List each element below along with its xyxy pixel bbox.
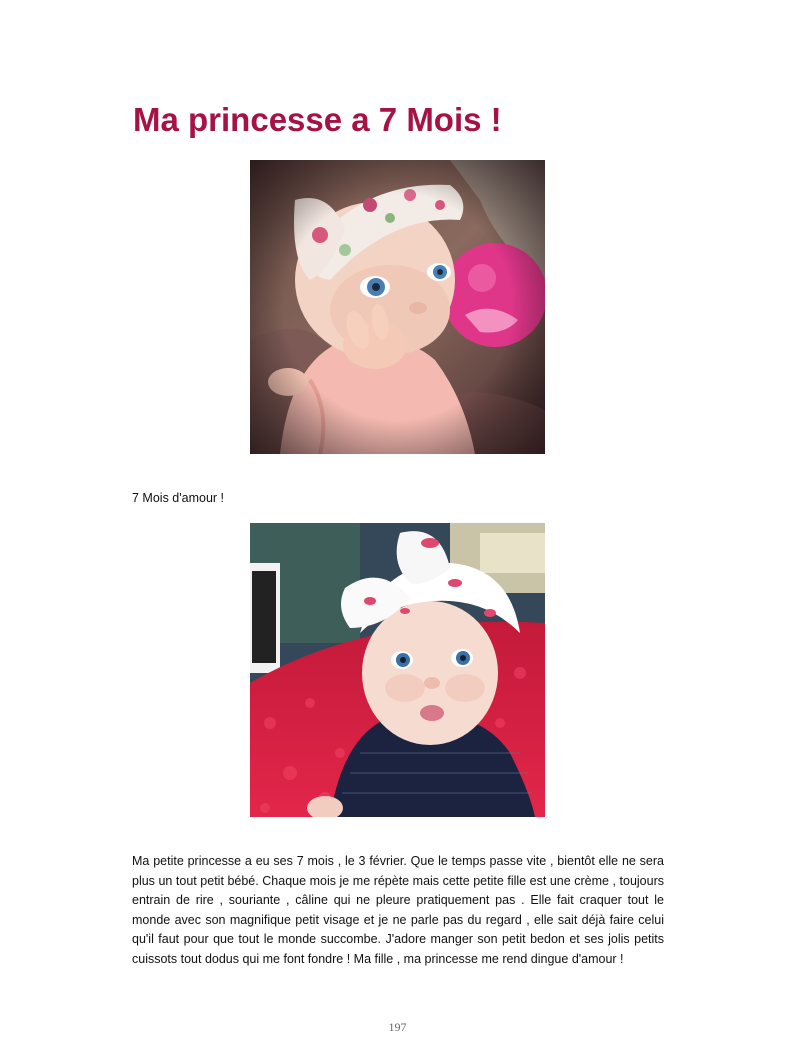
article-body: Ma petite princesse a eu ses 7 mois , le 3 février. Que le temps passe vite , bientôt elle ne sera plus un tout petit bébé. Chaque mois je me répète mais cette petite fille est une crème , toujours entrain de rire , souriante , câline qui ne pleure pratiquement pas . Elle fait craquer tout le monde avec son magnifique petit visage et je ne parle pas du regard , elle sait déjà faire celui qu'il faut pour que tout le monde succombe. J'adore manger son petit bedon et ses jolis petits cuissots tout dodus qui me font fondre ! Ma fille , ma princesse me rend dingue d'amour ! <box>132 854 664 966</box>
baby-photo-floral-headband <box>250 160 545 454</box>
photo-caption: 7 Mois d'amour ! <box>132 491 225 505</box>
page-number: 197 <box>388 1020 407 1034</box>
baby-photo-white-headband <box>250 523 545 817</box>
page-title: Ma princesse a 7 Mois ! <box>133 101 502 138</box>
